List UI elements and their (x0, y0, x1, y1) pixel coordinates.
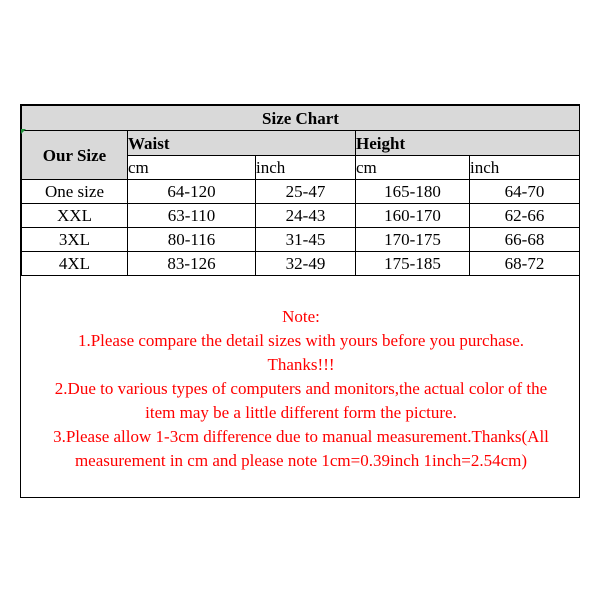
height-cm-cell: 160-170 (356, 204, 470, 228)
waist-cm-header: cm (128, 156, 256, 180)
note-line: measurement in cm and please note 1cm=0.39inch 1inch=2.54cm) (74, 451, 528, 470)
header-group-row (22, 131, 580, 156)
cell-corner-marker (21, 129, 26, 134)
size-chart-table (21, 105, 580, 276)
note-line: 2.Due to various types of computers and monitors,the actual color of the (54, 379, 548, 398)
height-inch-cell: 64-70 (470, 180, 580, 204)
waist-cm-cell: 64-120 (128, 180, 256, 204)
height-inch-header: inch (470, 156, 580, 180)
size-cell: 4XL (22, 252, 128, 276)
waist-inch-header: inch (256, 156, 356, 180)
table-row (22, 204, 580, 228)
table-title-row (22, 106, 580, 131)
note-line: Thanks!!! (267, 355, 335, 374)
height-cm-cell: 170-175 (356, 228, 470, 252)
table-row (22, 180, 580, 204)
table-row (22, 252, 580, 276)
height-inch-cell: 62-66 (470, 204, 580, 228)
height-cm-cell: 175-185 (356, 252, 470, 276)
note-heading: Note: (282, 307, 320, 326)
waist-header: Waist (128, 131, 356, 156)
note-block (45, 305, 557, 473)
waist-inch-cell: 24-43 (256, 204, 356, 228)
waist-cm-cell: 80-116 (128, 228, 256, 252)
table-title: Size Chart (22, 106, 580, 131)
waist-inch-cell: 25-47 (256, 180, 356, 204)
our-size-header: Our Size (22, 131, 128, 180)
waist-cm-cell: 63-110 (128, 204, 256, 228)
height-inch-cell: 66-68 (470, 228, 580, 252)
height-inch-cell: 68-72 (470, 252, 580, 276)
note-line: 1.Please compare the detail sizes with yours before you purchase. (77, 331, 525, 350)
waist-cm-cell: 83-126 (128, 252, 256, 276)
size-cell: One size (22, 180, 128, 204)
height-cm-header: cm (356, 156, 470, 180)
waist-inch-cell: 31-45 (256, 228, 356, 252)
size-chart-sheet (20, 104, 580, 498)
note-line: 3.Please allow 1-3cm difference due to manual measurement.Thanks(All (53, 427, 549, 446)
table-row (22, 228, 580, 252)
size-cell: 3XL (22, 228, 128, 252)
height-header: Height (356, 131, 580, 156)
height-cm-cell: 165-180 (356, 180, 470, 204)
note-line: item may be a little different form the picture. (145, 403, 457, 422)
size-cell: XXL (22, 204, 128, 228)
waist-inch-cell: 32-49 (256, 252, 356, 276)
